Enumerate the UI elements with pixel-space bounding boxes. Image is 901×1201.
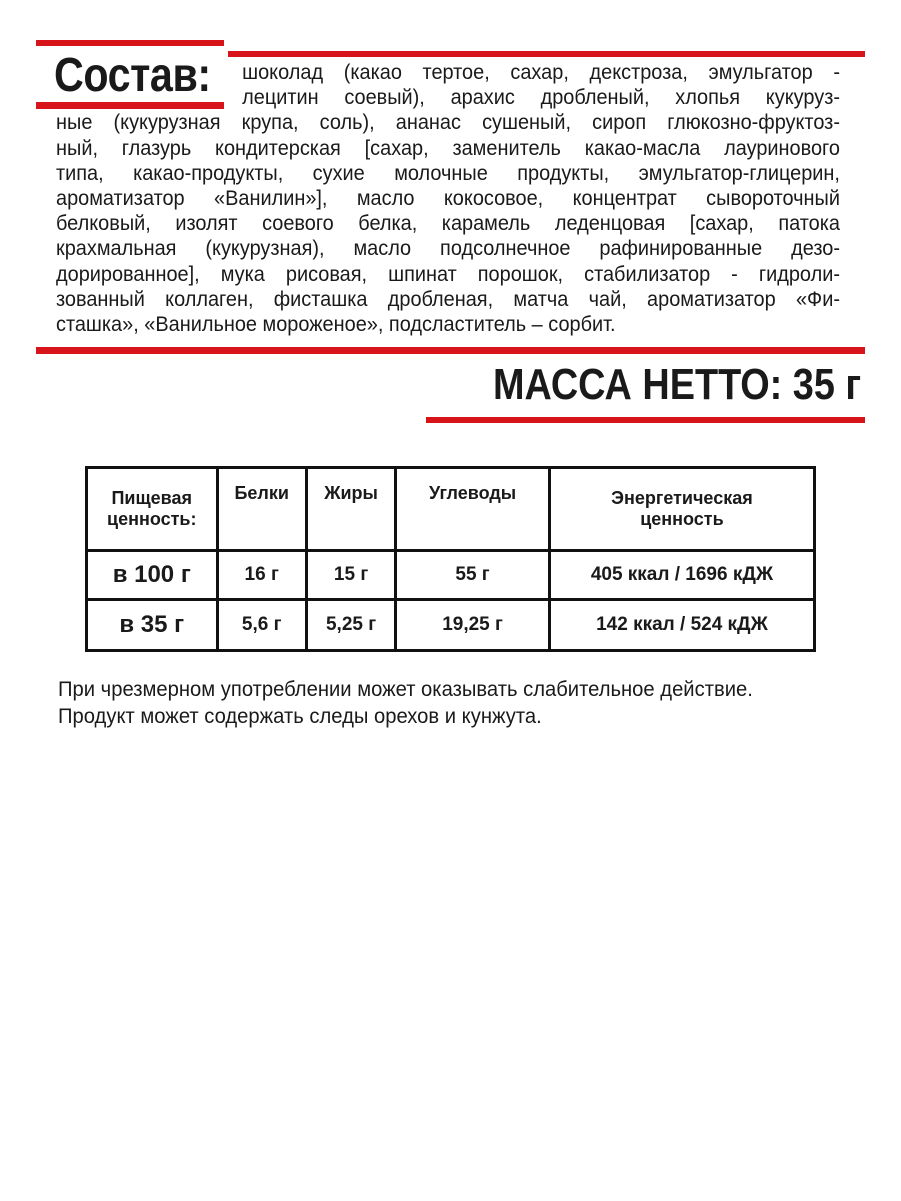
header-label: Белки [234, 483, 289, 503]
fat-value: 5,25 г [306, 600, 395, 651]
protein-value: 5,6 г [217, 600, 306, 651]
nutrition-header-row [87, 468, 815, 551]
protein-value: 16 г [217, 551, 306, 600]
carbs-value: 19,25 г [396, 600, 550, 651]
composition-bottom-red-bar [36, 347, 865, 354]
header-label: Жиры [324, 483, 378, 503]
header-energy [549, 468, 814, 551]
energy-value: 142 ккал / 524 кДЖ [549, 600, 814, 651]
composition-title: Состав: [54, 49, 211, 102]
ingredients-line: шоколад (какао тертое, сахар, декстроза, эмульгатор - [242, 61, 840, 84]
ingredients-line: крахмальная (кукурузная), масло подсолнечное рафинированные дезо- [56, 237, 840, 261]
top-right-red-bar [228, 51, 865, 57]
ingredients-line: белковый, изолят соевого белка, карамель леденцовая [сахар, патока [56, 212, 840, 236]
ingredients-line: сташка», «Ванильное мороженое», подсластитель – сорбит. [56, 313, 616, 337]
ingredients-line: ароматизатор «Ванилин»], масло кокосовое, концентрат сывороточный [56, 187, 840, 211]
net-weight-underline-red-bar [426, 417, 865, 423]
row-label: в 35 г [87, 600, 218, 651]
warning-line: При чрезмерном употреблении может оказывать слабительное действие. [58, 677, 753, 701]
header-carbs [396, 468, 550, 551]
ingredients-line: типа, какао-продукты, сухие молочные продукты, эмульгатор-глицерин, [56, 161, 840, 185]
table-row [87, 600, 815, 651]
ingredients-line: ные (кукурузная крупа, соль), ананас сушеный, сироп глюкозно-фруктоз- [56, 111, 840, 135]
fat-value: 15 г [306, 551, 395, 600]
header-nutrition-value [87, 468, 218, 551]
carbs-value: 55 г [396, 551, 550, 600]
header-label: Энергетическая ценность [611, 488, 753, 529]
ingredients-text [56, 60, 840, 337]
ingredients-line: дорированное], мука рисовая, шпинат порошок, стабилизатор - гидроли- [56, 262, 840, 286]
warning-line: Продукт может содержать следы орехов и кунжута. [58, 704, 542, 728]
warning-text [58, 676, 810, 730]
header-fat [306, 468, 395, 551]
net-weight: МАССА НЕТТО: 35 г [492, 360, 861, 409]
energy-value: 405 ккал / 1696 кДЖ [549, 551, 814, 600]
ingredients-line: ный, глазурь кондитерская [сахар, заменитель какао-масла лауринового [56, 136, 840, 160]
table-row [87, 551, 815, 600]
header-label: Углеводы [428, 483, 517, 503]
header-label: Пищевая ценность: [107, 488, 197, 529]
row-label: в 100 г [87, 551, 218, 600]
ingredients-line: зованный коллаген, фисташка дробленая, матча чай, ароматизатор «Фи- [56, 287, 840, 311]
header-protein [217, 468, 306, 551]
ingredients-line: лецитин соевый), арахис дробленый, хлопья кукуруз- [242, 86, 840, 110]
nutrition-table [85, 466, 816, 652]
